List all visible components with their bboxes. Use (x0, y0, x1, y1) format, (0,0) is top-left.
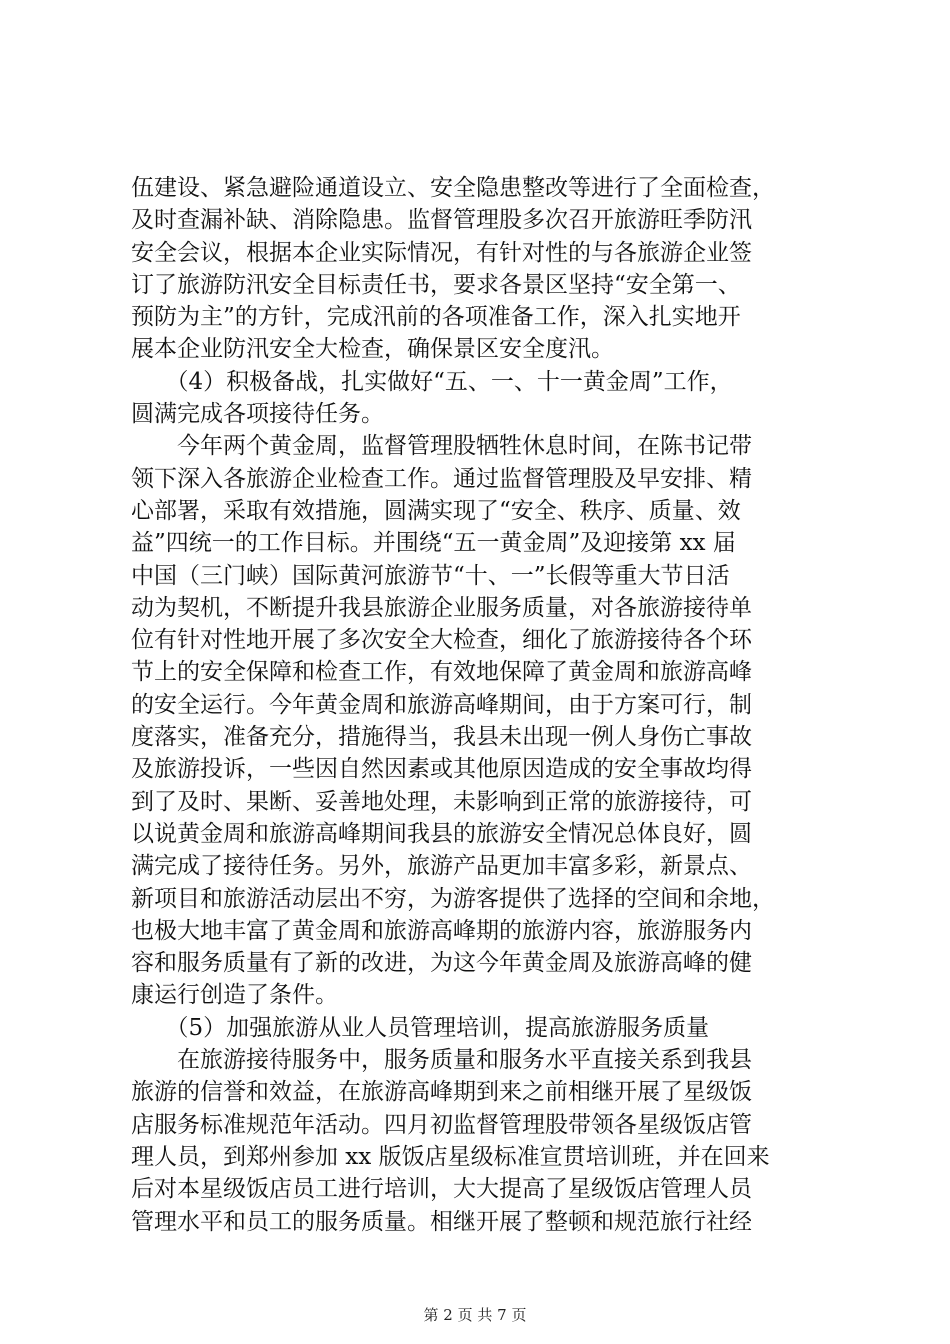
text-line: 位有针对性地开展了多次安全大检查，细化了旅游接待各个环 (131, 627, 752, 654)
text-line: 益”四统一的工作目标。并围绕“五一黄金周”及迎接第 xx 届 (131, 530, 736, 557)
text-line: （4）积极备战，扎实做好“五、一、十一黄金周”工作， (131, 368, 733, 395)
text-line: 订了旅游防汛安全目标责任书，要求各景区坚持“安全第一、 (131, 271, 741, 298)
text-line: 领下深入各旅游企业检查工作。通过监督管理股及早安排、精 (131, 465, 752, 492)
text-line: 度落实，准备充分，措施得当，我县未出现一例人身伤亡事故 (131, 724, 752, 751)
text-line: 今年两个黄金周，监督管理股牺牲休息时间，在陈书记带 (131, 433, 752, 460)
text-line: 在旅游接待服务中，服务质量和服务水平直接关系到我县 (131, 1047, 752, 1074)
text-line: 新项目和旅游活动层出不穷，为游客提供了选择的空间和余地， (131, 885, 775, 912)
text-line: 安全会议，根据本企业实际情况，有针对性的与各旅游企业签 (131, 239, 752, 266)
text-line: 伍建设、紧急避险通道设立、安全隐患整改等进行了全面检查， (131, 175, 775, 201)
text-line: 预防为主”的方针，完成汛前的各项准备工作，深入扎实地开 (131, 304, 741, 331)
text-line: 旅游的信誉和效益，在旅游高峰期到来之前相继开展了星级饭 (131, 1079, 752, 1106)
text-line: 到了及时、果断、妥善地处理，未影响到正常的旅游接待，可 (131, 788, 752, 815)
text-line: （5）加强旅游从业人员管理培训，提高旅游服务质量 (131, 1014, 710, 1041)
text-line: 圆满完成各项接待任务。 (131, 401, 384, 428)
text-line: 后对本星级饭店员工进行培训，大大提高了星级饭店管理人员 (131, 1176, 752, 1203)
text-line: 以说黄金周和旅游高峰期间我县的旅游安全情况总体良好，圆 (131, 820, 752, 847)
text-line: 理人员，到郑州参加 xx 版饭店星级标准宣贯培训班，并在回来 (131, 1143, 770, 1170)
text-line: 展本企业防汛安全大检查，确保景区安全度汛。 (131, 336, 614, 363)
text-line: 及旅游投诉，一些因自然因素或其他原因造成的安全事故均得 (131, 756, 752, 783)
text-line: 满完成了接待任务。另外，旅游产品更加丰富多彩，新景点、 (131, 853, 752, 880)
text-line: 也极大地丰富了黄金周和旅游高峰期的旅游内容，旅游服务内 (131, 917, 752, 944)
text-line: 的安全运行。今年黄金周和旅游高峰期间，由于方案可行，制 (131, 691, 752, 718)
text-line: 店服务标准规范年活动。四月初监督管理股带领各星级饭店管 (131, 1111, 752, 1138)
text-line: 康运行创造了条件。 (131, 982, 338, 1009)
text-line: 容和服务质量有了新的改进，为这今年黄金周及旅游高峰的健 (131, 950, 752, 977)
text-line: 及时查漏补缺、消除隐患。监督管理股多次召开旅游旺季防汛 (131, 207, 752, 234)
text-line: 中国（三门峡）国际黄河旅游节“十、一”长假等重大节日活 (131, 562, 730, 589)
text-line: 节上的安全保障和检查工作，有效地保障了黄金周和旅游高峰 (131, 659, 752, 686)
document-body (131, 172, 831, 1238)
text-line: 动为契机，不断提升我县旅游企业服务质量，对各旅游接待单 (131, 594, 752, 621)
text-line: 管理水平和员工的服务质量。相继开展了整顿和规范旅行社经 (131, 1208, 752, 1235)
page-footer: 第 2 页 共 7 页 (423, 1306, 527, 1324)
text-line: 心部署，采取有效措施，圆满实现了“安全、秩序、质量、效 (131, 497, 741, 524)
